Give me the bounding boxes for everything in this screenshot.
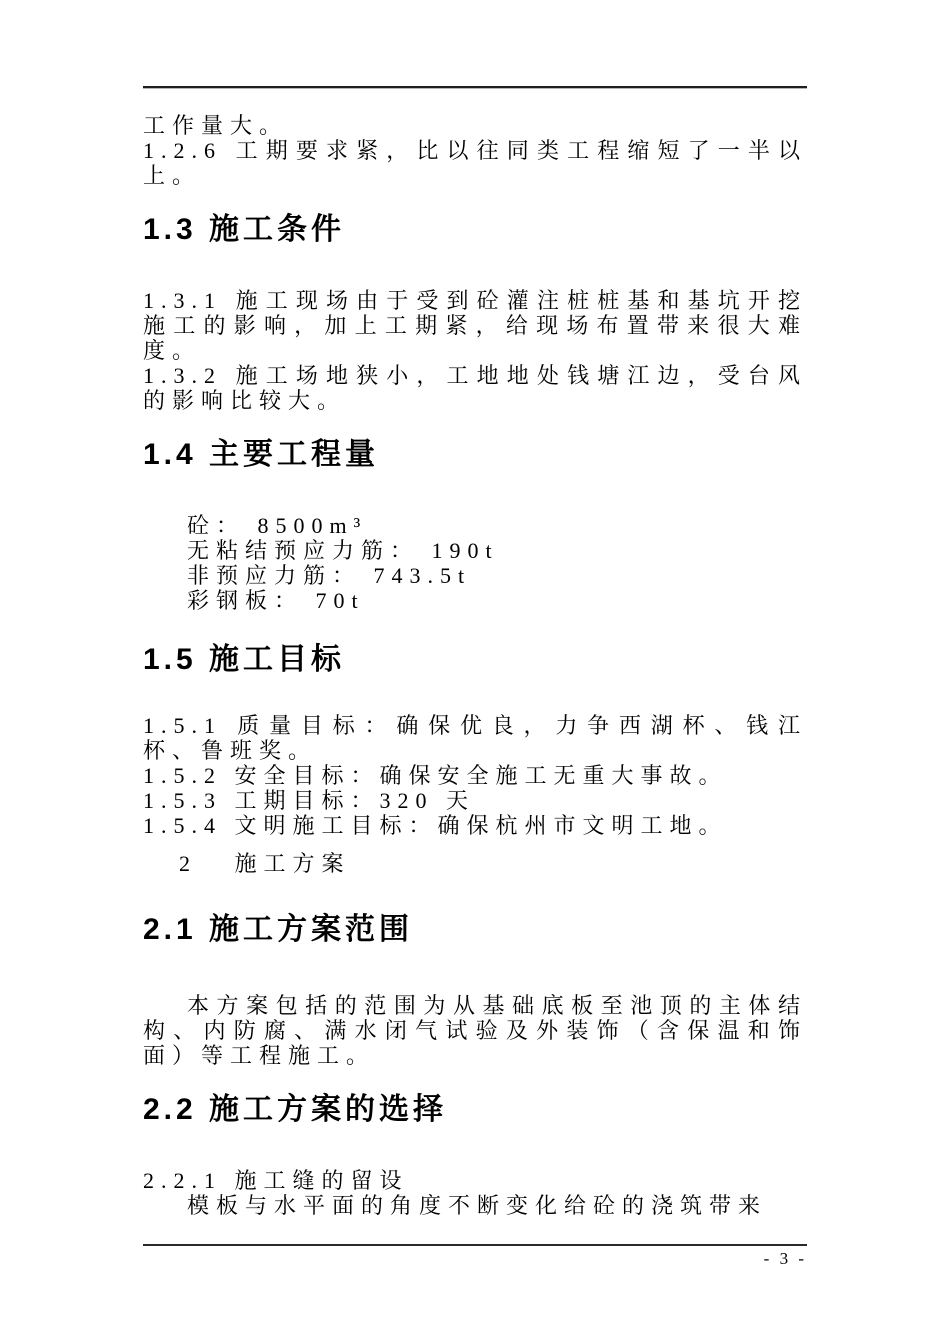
section-1-5-paragraphs	[143, 713, 807, 838]
paragraph: 工作量大。	[143, 113, 289, 138]
footer-rule	[143, 1244, 807, 1246]
paragraph: 1.5.2 安全目标：确保安全施工无重大事故。	[143, 763, 728, 788]
list-item: 彩钢板： 70t	[187, 588, 365, 613]
section-2-1-paragraphs	[143, 993, 807, 1068]
list-item: 非预应力筋： 743.5t	[187, 563, 472, 588]
paragraph: 1.5.3 工期目标：320 天	[143, 788, 476, 813]
chapter-2-title: 2 施工方案	[179, 851, 351, 876]
section-1-3-paragraphs	[143, 288, 807, 413]
paragraph: 2.2.1 施工缝的留设	[143, 1168, 409, 1193]
paragraph: 1.2.6 工期要求紧，比以往同类工程缩短了一半以上。	[143, 138, 807, 188]
heading-2-1: 2.1 施工方案范围	[143, 913, 414, 946]
paragraph: 本方案包括的范围为从基础底板至池顶的主体结构、内防腐、满水闭气试验及外装饰（含保温和饰面）等工程施工。	[143, 993, 807, 1068]
section-2-2-paragraphs	[143, 1168, 807, 1218]
intro-paragraphs	[143, 113, 807, 188]
paragraph: 1.3.2 施工场地狭小，工地地处钱塘江边，受台风的影响比较大。	[143, 363, 807, 413]
heading-1-5: 1.5 施工目标	[143, 643, 346, 676]
paragraph: 模板与水平面的角度不断变化给砼的浇筑带来	[187, 1193, 768, 1218]
heading-2-2: 2.2 施工方案的选择	[143, 1093, 448, 1126]
paragraph: 1.5.1 质量目标：确保优良，力争西湖杯、钱江杯、鲁班奖。	[143, 713, 807, 763]
heading-1-4: 1.4 主要工程量	[143, 438, 380, 471]
page-number: - 3 -	[763, 1249, 807, 1268]
list-item: 砼： 8500m³	[187, 513, 368, 538]
quantity-list	[143, 513, 851, 613]
heading-1-3: 1.3 施工条件	[143, 213, 346, 246]
paragraph: 1.5.4 文明施工目标：确保杭州市文明工地。	[143, 813, 728, 838]
list-item: 无粘结预应力筋： 190t	[187, 538, 499, 563]
header-rule	[143, 86, 807, 89]
paragraph: 1.3.1 施工现场由于受到砼灌注桩桩基和基坑开挖施工的影响，加上工期紧，给现场布置带来很大难度。	[143, 288, 807, 363]
